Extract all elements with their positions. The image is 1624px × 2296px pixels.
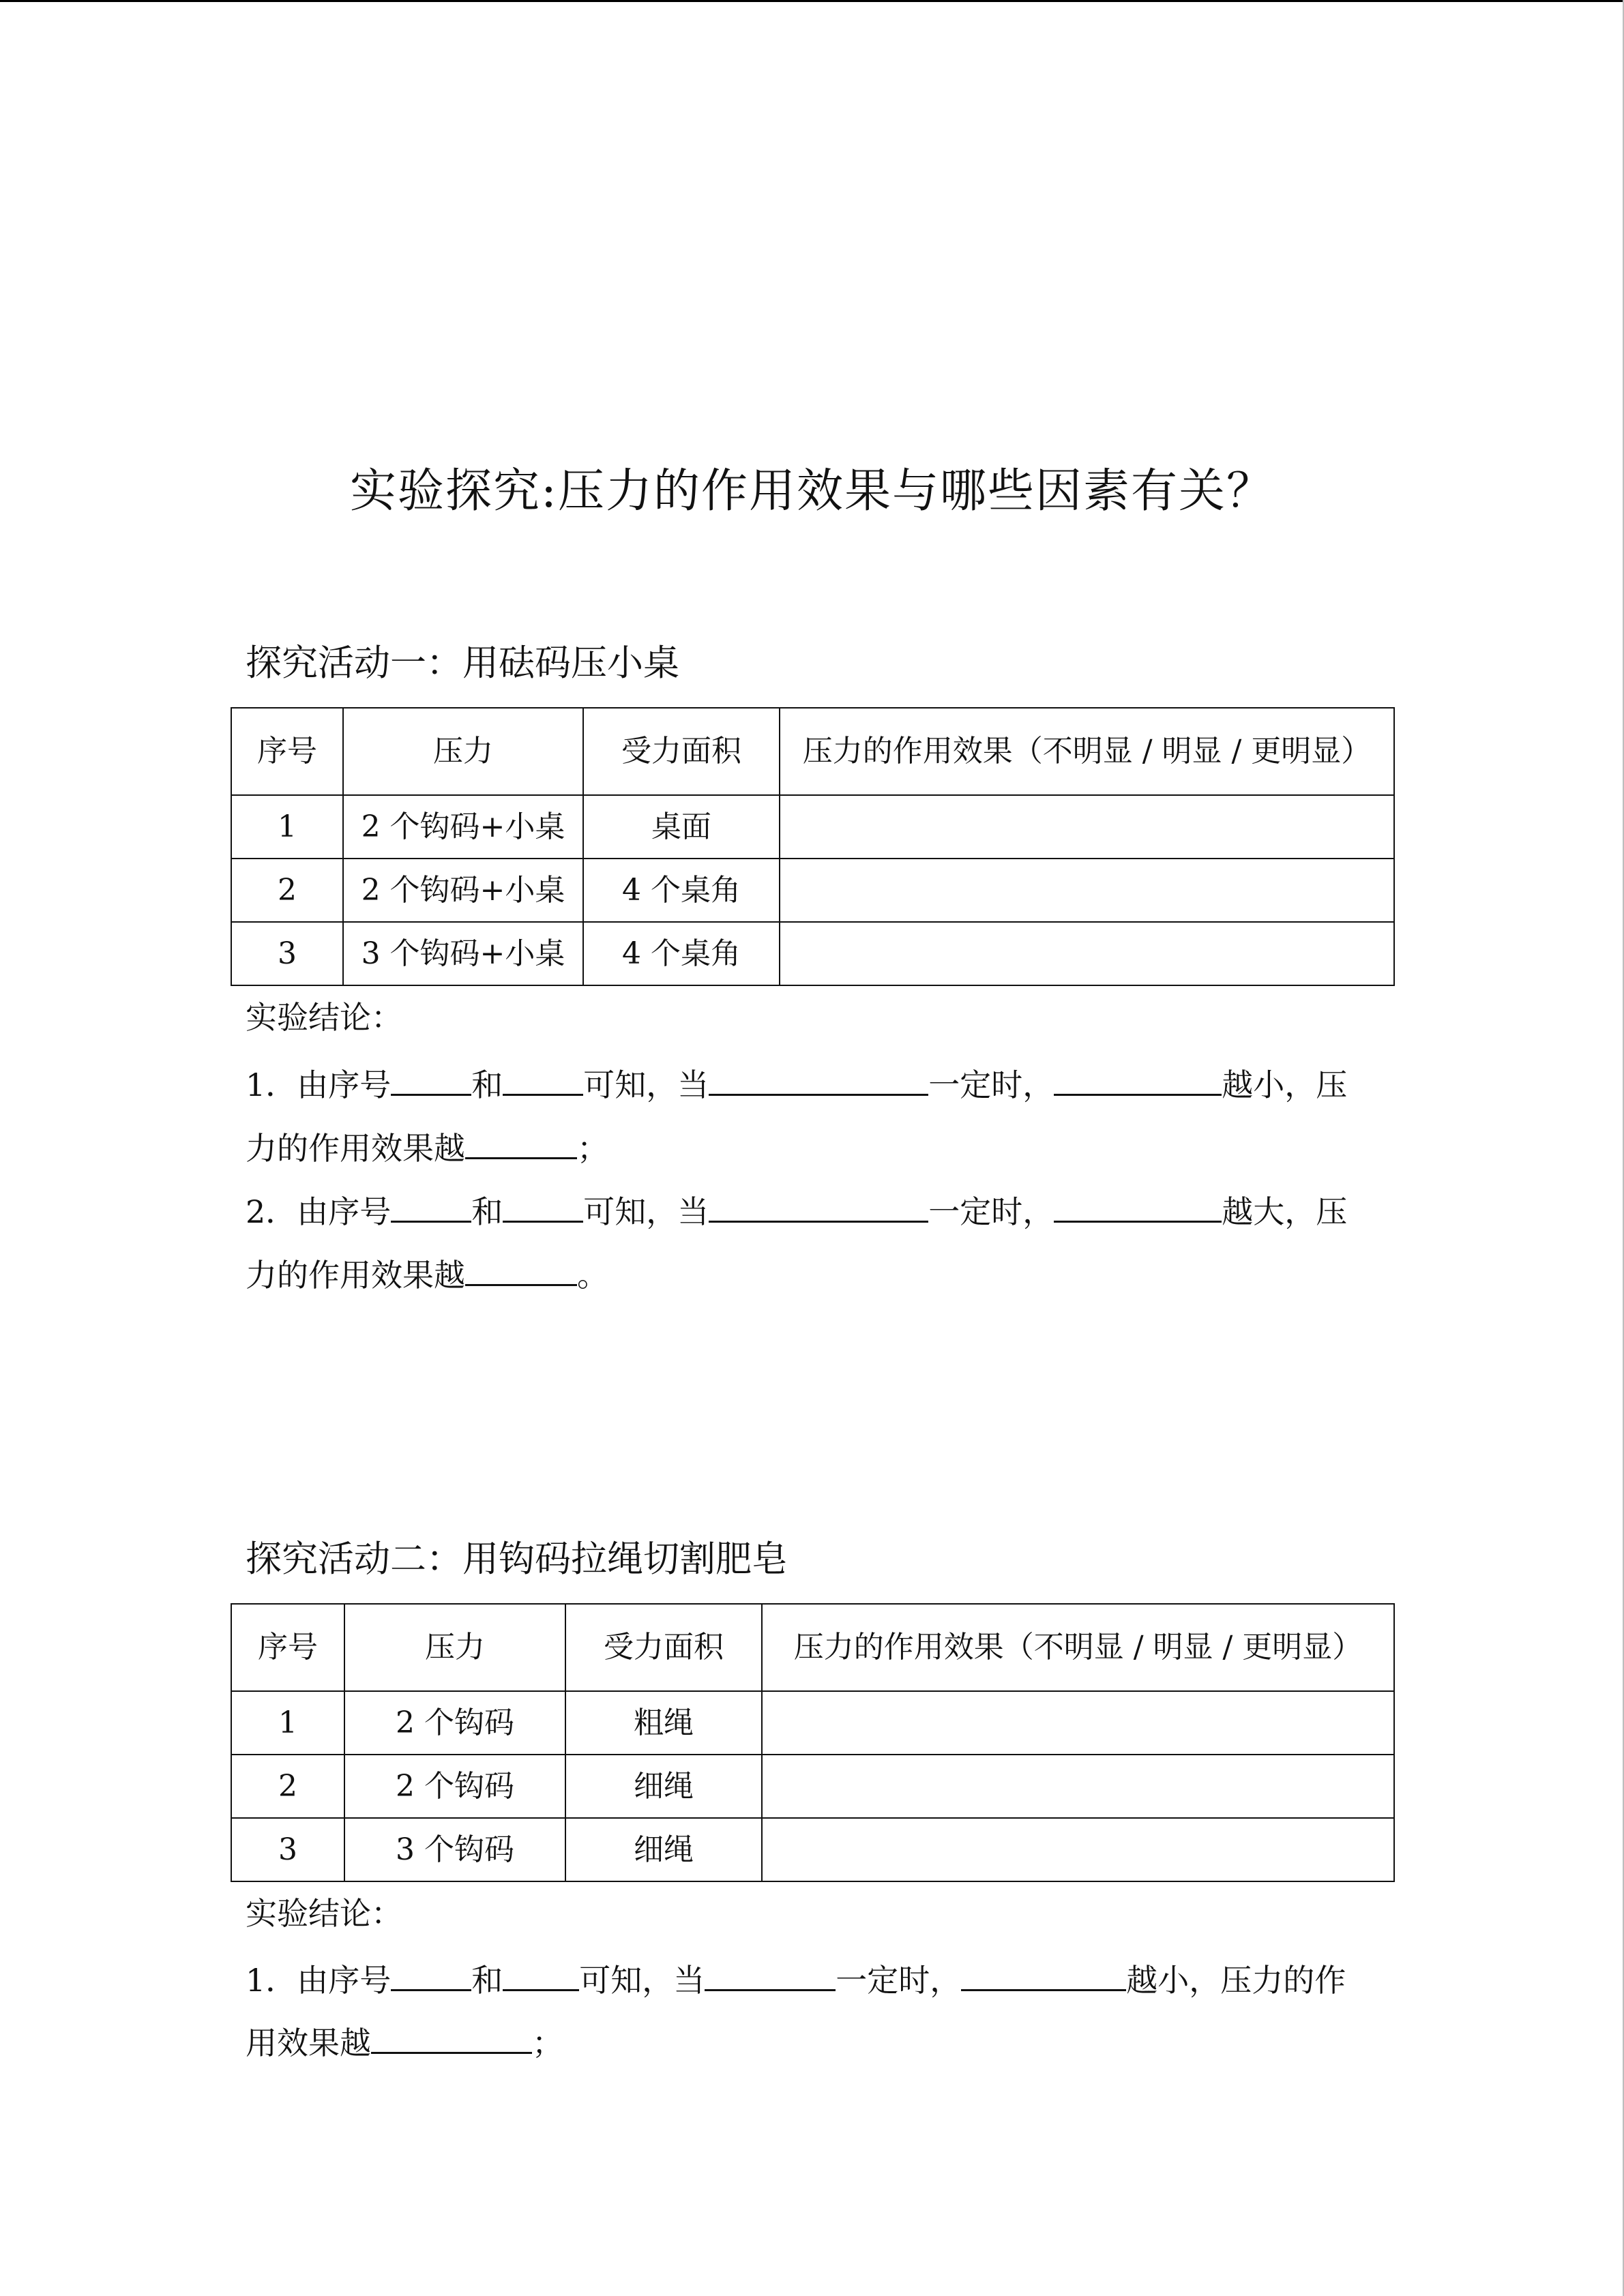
activity1-heading: 探究活动一：用砝码压小桌 — [246, 642, 679, 684]
text: 一定时， — [836, 1962, 962, 1999]
cell-index: 3 — [231, 922, 343, 985]
cell-pressure: 2 个钩码 — [344, 1755, 565, 1818]
text: 。 — [577, 1257, 608, 1294]
text: 越小，压力的作 — [1126, 1962, 1346, 1999]
header-area: 受力面积 — [565, 1604, 762, 1691]
activity1-conclusion-2-cont — [246, 1253, 1378, 1296]
activity1-conclusion-2 — [246, 1189, 1378, 1232]
cell-area: 桌面 — [583, 795, 780, 859]
table-row — [231, 922, 1394, 985]
text: 力的作用效果越 — [246, 1257, 465, 1294]
cell-effect[interactable] — [780, 859, 1394, 922]
activity2-conclusion-label: 实验结论： — [246, 1895, 402, 1932]
text: 用效果越 — [246, 2025, 371, 2061]
header-pressure: 压力 — [343, 708, 583, 795]
table-row — [231, 1818, 1394, 1881]
text: 和 — [471, 1067, 503, 1103]
text: 可知，当 — [579, 1962, 705, 1999]
cell-index: 2 — [231, 859, 343, 922]
blank-field[interactable] — [503, 1958, 579, 1991]
cell-effect[interactable] — [762, 1818, 1394, 1881]
blank-field[interactable] — [709, 1062, 928, 1096]
cell-index: 1 — [231, 1691, 344, 1755]
blank-field[interactable] — [465, 1126, 577, 1159]
blank-field[interactable] — [391, 1062, 471, 1096]
text: 力的作用效果越 — [246, 1130, 465, 1167]
text: 和 — [471, 1962, 503, 1999]
cell-pressure: 2 个钩码 — [344, 1691, 565, 1755]
header-effect: 压力的作用效果（不明显 / 明显 / 更明显） — [780, 708, 1394, 795]
blank-field[interactable] — [1054, 1189, 1222, 1223]
text: 一定时， — [928, 1067, 1054, 1103]
activity2-table — [231, 1603, 1395, 1882]
blank-field[interactable] — [391, 1189, 471, 1223]
blank-field[interactable] — [961, 1958, 1126, 1991]
cell-pressure: 3 个钩码 — [344, 1818, 565, 1881]
cell-area: 细绳 — [565, 1818, 762, 1881]
cell-effect[interactable] — [780, 922, 1394, 985]
text: ； — [577, 1130, 608, 1167]
blank-field[interactable] — [391, 1958, 471, 1991]
cell-effect[interactable] — [780, 795, 1394, 859]
text: 越小，压 — [1222, 1067, 1348, 1103]
activity1-conclusion-1-cont — [246, 1126, 1378, 1169]
text: 可知，当 — [583, 1067, 709, 1103]
activity1-conclusion-1 — [246, 1062, 1378, 1105]
blank-field[interactable] — [503, 1189, 583, 1223]
cell-pressure: 3 个钩码+小桌 — [343, 922, 583, 985]
cell-area: 4 个桌角 — [583, 859, 780, 922]
cell-area: 4 个桌角 — [583, 922, 780, 985]
blank-field[interactable] — [705, 1958, 836, 1991]
blank-field[interactable] — [709, 1189, 928, 1223]
cell-index: 1 — [231, 795, 343, 859]
blank-field[interactable] — [465, 1253, 577, 1286]
header-area: 受力面积 — [583, 708, 780, 795]
page-top-border — [0, 0, 1624, 2]
cell-pressure: 2 个钩码+小桌 — [343, 859, 583, 922]
text: 和 — [471, 1193, 503, 1230]
activity1-conclusion-label: 实验结论： — [246, 999, 402, 1036]
table-row — [231, 1755, 1394, 1818]
blank-field[interactable] — [371, 2021, 532, 2054]
text: 一定时， — [928, 1193, 1054, 1230]
page-title: 实验探究:压力的作用效果与哪些因素有关？ — [350, 464, 1274, 518]
activity1-table — [231, 707, 1395, 986]
table-row — [231, 795, 1394, 859]
cell-pressure: 2 个钩码+小桌 — [343, 795, 583, 859]
blank-field[interactable] — [1054, 1062, 1222, 1096]
text: 可知，当 — [583, 1193, 709, 1230]
table-header-row — [231, 1604, 1394, 1691]
cell-index: 2 — [231, 1755, 344, 1818]
text: 1．由序号 — [246, 1962, 392, 1999]
table-row — [231, 859, 1394, 922]
cell-area: 细绳 — [565, 1755, 762, 1818]
text: ； — [532, 2025, 563, 2061]
text: 1．由序号 — [246, 1067, 392, 1103]
activity2-conclusion-1 — [246, 1958, 1378, 2001]
activity2-conclusion-1-cont — [246, 2021, 1378, 2063]
activity2-heading: 探究活动二：用钩码拉绳切割肥皂 — [246, 1538, 788, 1580]
header-index: 序号 — [231, 1604, 344, 1691]
cell-effect[interactable] — [762, 1691, 1394, 1755]
header-index: 序号 — [231, 708, 343, 795]
header-effect: 压力的作用效果（不明显 / 明显 / 更明显） — [762, 1604, 1394, 1691]
blank-field[interactable] — [503, 1062, 583, 1096]
cell-area: 粗绳 — [565, 1691, 762, 1755]
table-row — [231, 1691, 1394, 1755]
text: 2．由序号 — [246, 1193, 392, 1230]
text: 越大，压 — [1222, 1193, 1348, 1230]
header-pressure: 压力 — [344, 1604, 565, 1691]
cell-effect[interactable] — [762, 1755, 1394, 1818]
table-header-row — [231, 708, 1394, 795]
cell-index: 3 — [231, 1818, 344, 1881]
